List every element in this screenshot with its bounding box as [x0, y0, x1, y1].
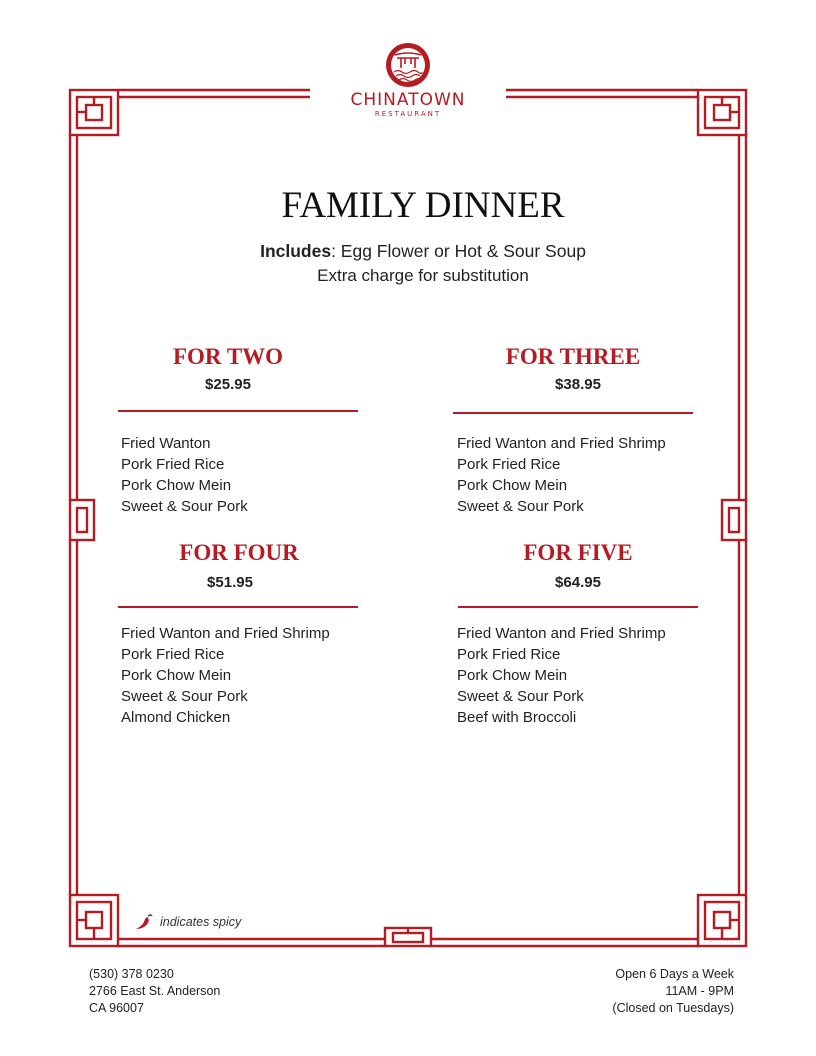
list-item: Fried Wanton and Fried Shrimp: [121, 625, 330, 642]
section-price-for-five: $64.95: [555, 574, 601, 591]
contact-info: [89, 966, 220, 1017]
section-divider: [118, 410, 358, 412]
menu-list-for-five: [457, 623, 666, 728]
list-item: Fried Wanton and Fried Shrimp: [457, 435, 666, 452]
list-item: Sweet & Sour Pork: [121, 498, 248, 515]
section-divider: [453, 412, 693, 414]
city-state-zip: CA 96007: [89, 1001, 144, 1015]
includes-label: Includes: [260, 241, 332, 261]
page-title: FAMILY DINNER: [281, 185, 565, 226]
section-price-for-three: $38.95: [555, 376, 601, 393]
spicy-legend-text: indicates spicy: [160, 915, 242, 929]
closed-day: (Closed on Tuesdays): [612, 1001, 734, 1015]
chili-pepper-icon: [134, 913, 154, 931]
section-divider: [458, 606, 698, 608]
list-item: Pork Chow Mein: [121, 667, 232, 684]
section-divider: [118, 606, 358, 608]
phone-number: (530) 378 0230: [89, 967, 174, 981]
opening-time: 11AM - 9PM: [665, 984, 734, 998]
opening-hours: [612, 966, 734, 1017]
list-item: Fried Wanton and Fried Shrimp: [457, 625, 666, 642]
menu-list-for-three: [457, 433, 666, 517]
section-price-for-two: $25.95: [205, 376, 251, 393]
brand-subtitle: RESTAURANT: [374, 110, 442, 118]
includes-line: [0, 241, 816, 262]
section-title-for-three: FOR THREE: [505, 344, 641, 369]
opening-days: Open 6 Days a Week: [615, 967, 734, 981]
list-item: Almond Chicken: [121, 709, 231, 726]
list-item: Sweet & Sour Pork: [121, 688, 248, 705]
street-address: 2766 East St. Anderson: [89, 984, 221, 998]
list-item: Sweet & Sour Pork: [457, 688, 584, 705]
menu-list-for-two: [121, 433, 248, 517]
spicy-legend: [134, 913, 241, 931]
substitution-note: Extra charge for substitution: [317, 266, 529, 285]
list-item: Pork Chow Mein: [121, 477, 232, 494]
list-item: Pork Fried Rice: [121, 646, 225, 663]
includes-text: : Egg Flower or Hot & Sour Soup: [331, 241, 586, 261]
section-title-for-five: FOR FIVE: [523, 540, 633, 565]
list-item: Pork Chow Mein: [457, 477, 568, 494]
list-item: Sweet & Sour Pork: [457, 498, 584, 515]
list-item: Pork Fried Rice: [457, 646, 561, 663]
list-item: Pork Fried Rice: [121, 456, 225, 473]
section-title-for-four: FOR FOUR: [179, 540, 299, 565]
list-item: Fried Wanton: [121, 435, 211, 452]
section-price-for-four: $51.95: [207, 574, 253, 591]
list-item: Beef with Broccoli: [457, 709, 577, 726]
brand-name: CHINATOWN: [350, 90, 466, 110]
menu-list-for-four: [121, 623, 330, 728]
list-item: Pork Chow Mein: [457, 667, 568, 684]
list-item: Pork Fried Rice: [457, 456, 561, 473]
section-title-for-two: FOR TWO: [172, 344, 284, 369]
restaurant-logo: [385, 42, 431, 88]
